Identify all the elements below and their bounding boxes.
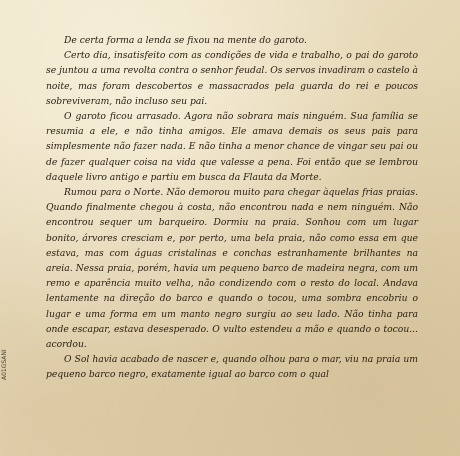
- paragraph-1: De certa forma a lenda se fixou na mente do garoto.: [64, 35, 307, 46]
- catalog-code: A01GSANI: [1, 349, 8, 380]
- paragraph-5: O Sol havia acabado de nascer e, quando olhou para o mar, viu na praia um pequeno barco negro, exatamente igual ao barco com o qual: [46, 354, 418, 381]
- paragraph-2: Certo dia, insatisfeito com as condições de vida e trabalho, o pai do garoto se juntou a uma revolta contra o senhor feudal. Os servos invadiram o castelo à noite, mas foram descobertos e massacrados pela guarda do rei e poucos sobreviveram, não incluso seu pai.: [46, 50, 418, 107]
- paragraph-4: Rumou para o Norte. Não demorou muito para chegar àquelas frias praias. Quando finalmente chegou à costa, não encontrou nada e nem ninguém. Não encontrou sequer um barqueiro. Dormiu na praia. Sonhou com um lugar bonito, árvores cresciam e, por perto, uma bela praia, não como essa em que estava, mas com águas cristalinas e conchas estranhamente brilhantes na areia. Nessa praia, porém, havia um pequeno barco de madeira negra, com um remo e aparência muito velha, não condizendo com o resto do local. Andava lentamente na direção do barco e quando o tocou, uma sombra encobriu o lugar e uma forma em um manto negro surgiu ao seu lado. Não tinha para onde escapar, estava desesperado. O vulto estendeu a mão e quando o tocou... acordou.: [46, 187, 418, 351]
- paragraph-3: O garoto ficou arrasado. Agora não sobrara mais ninguém. Sua família se resumia a ele, e não tinha amigos. Ele amava demais os seus pais para simplesmente não fazer nada. E não tinha a menor chance de vingar seu pai ou de fazer qualquer coisa na vida que valesse a pena. Foi então que se lembrou daquele livro antigo e partiu em busca da Flauta da Morte.: [46, 111, 418, 183]
- story-text: [46, 33, 418, 383]
